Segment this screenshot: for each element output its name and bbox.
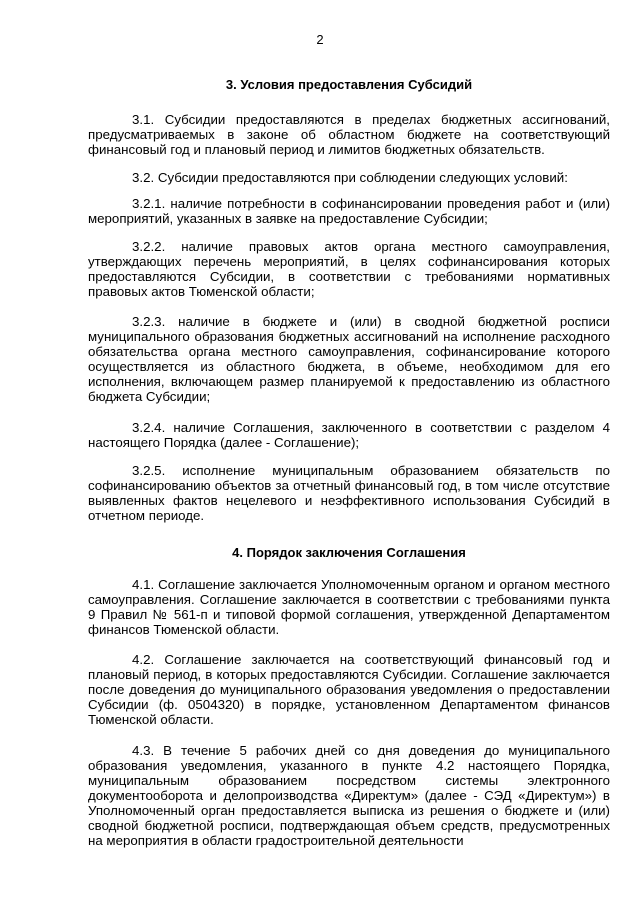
section-3-heading: 3. Условия предоставления Субсидий xyxy=(225,77,473,92)
paragraph-4-1: 4.1. Соглашение заключается Уполномоченным органом и органом местного самоуправления. Соглашение заключается в соответствии с требованиями пункта 9 Правил № 561-п и типовой формой соглашения, утвержденной Департаментом финансов Тюменской области. xyxy=(88,577,610,637)
paragraph-3-2-4: 3.2.4. наличие Соглашения, заключенного в соответствии с разделом 4 настоящего Порядка (далее - Соглашение); xyxy=(88,420,610,450)
paragraph-3-2-2: 3.2.2. наличие правовых актов органа местного самоуправления, утверждающих перечень мероприятий, в целях софинансирования которых предоставляются Субсидии, в соответствии с требованиями нормативных правовых актов Тюменской области; xyxy=(88,239,610,299)
section-4-heading: 4. Порядок заключения Соглашения xyxy=(232,545,466,560)
paragraph-3-2-1: 3.2.1. наличие потребности в софинансировании проведения работ и (или) мероприятий, указанных в заявке на предоставление Субсидии; xyxy=(88,196,610,226)
paragraph-3-1: 3.1. Субсидии предоставляются в пределах бюджетных ассигнований, предусматриваемых в законе об областном бюджете на соответствующий финансовый год и плановый период и лимитов бюджетных обязательств. xyxy=(88,112,610,157)
paragraph-3-2-5: 3.2.5. исполнение муниципальным образованием обязательств по софинансированию объектов за отчетный финансовый год, в том числе отсутствие выявленных фактов нецелевого и неэффективного использования Субсидий в отчетном периоде. xyxy=(88,463,610,523)
paragraph-4-2: 4.2. Соглашение заключается на соответствующий финансовый год и плановый период, в которых предоставляются Субсидии. Соглашение заключается после доведения до муниципального образования уведомления о предоставлении Субсидии (ф. 0504320) в порядке, установленном Департаментом финансов Тюменской области. xyxy=(88,652,610,727)
paragraph-3-2: 3.2. Субсидии предоставляются при соблюдении следующих условий: xyxy=(132,170,568,185)
paragraph-4-3: 4.3. В течение 5 рабочих дней со дня доведения до муниципального образования уведомления, указанного в пункте 4.2 настоящего Порядка, муниципальным образованием посредством системы электронного документооборота и делопроизводства «Директум» (далее - СЭД «Директум») в Уполномоченный орган предоставляется выписка из решения о бюджете и (или) сводной бюджетной росписи, подтверждающая объем средств, предусмотренных на мероприятия в области градостроительной деятельности xyxy=(88,743,610,848)
page-number: 2 xyxy=(316,32,324,47)
paragraph-3-2-3: 3.2.3. наличие в бюджете и (или) в сводной бюджетной росписи муниципального образования бюджетных ассигнований на исполнение расходного обязательства органа местного самоуправления, софинансирование которого осуществляется из областного бюджета, в объеме, необходимом для его исполнения, включающем размер планируемой к предоставлению из областного бюджета Субсидии; xyxy=(88,314,610,404)
